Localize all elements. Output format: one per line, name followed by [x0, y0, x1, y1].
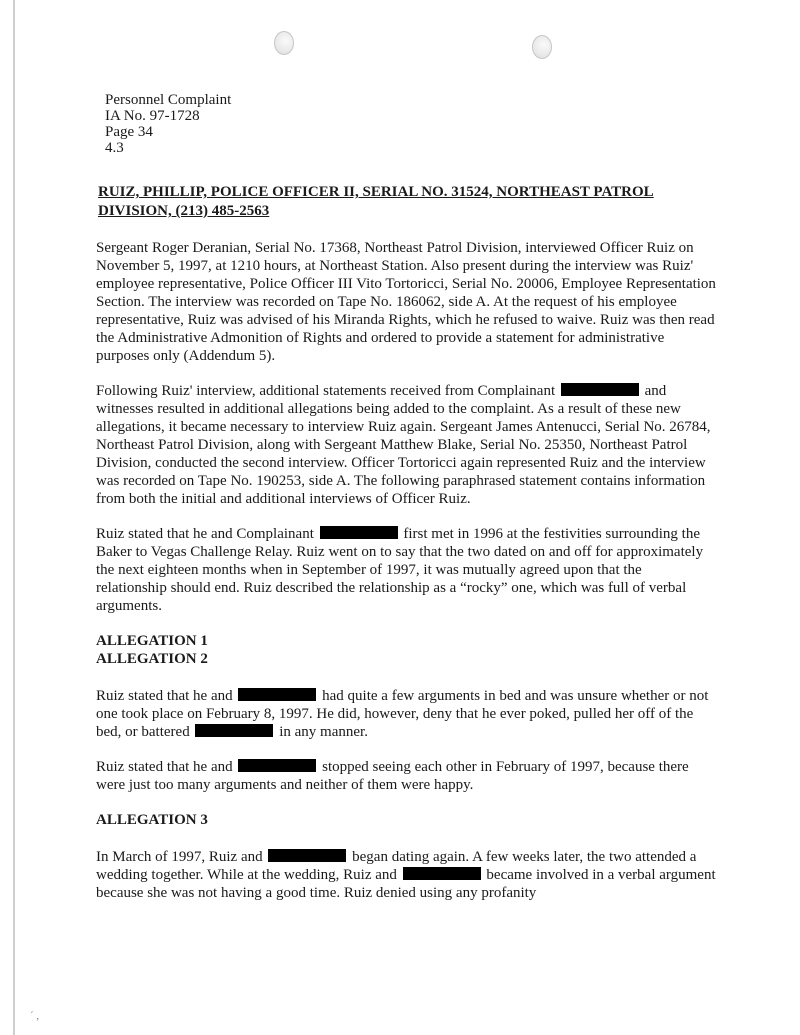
text-segment: Following Ruiz' interview, additional statements received from Complainant	[96, 383, 556, 399]
redaction-bar	[268, 849, 346, 862]
redaction-bar	[238, 688, 316, 701]
page-edge-line	[13, 0, 15, 1035]
redaction-bar	[403, 867, 481, 880]
redaction-bar	[238, 759, 316, 772]
header-title: Personnel Complaint	[105, 92, 232, 108]
allegation-heading-group	[96, 811, 716, 829]
allegation-heading-group	[96, 632, 716, 668]
text-segment: had quite a few arguments in bed and was unsure whether or not one took place on February 8, 1997. He did, however, deny that he ever poked, pulled her off of the bed, or battered	[96, 688, 709, 740]
text-segment: Ruiz stated that he and	[96, 759, 233, 775]
document-body	[96, 183, 716, 919]
text-segment: first met in 1996 at the festivities surrounding the Baker to Vegas Challenge Relay. Ruiz went on to say that the two dated on and off for approximately the next eighteen months when in September of 1997, it was mutually agreed upon that the relationship should end. Ruiz described the relationship as a “rocky” one, which was full of verbal arguments.	[96, 526, 704, 614]
text-segment: Ruiz stated that he and Complainant	[96, 526, 314, 542]
subject-heading: RUIZ, PHILLIP, POLICE OFFICER II, SERIAL NO. 31524, NORTHEAST PATROL DIVISION, (213) 485-2563	[98, 184, 654, 219]
redaction-bar	[561, 383, 639, 396]
punch-hole-left	[274, 31, 294, 55]
allegation-3-heading: ALLEGATION 3	[96, 812, 208, 828]
paragraph-wedding	[96, 848, 716, 902]
punch-hole-right	[532, 35, 552, 59]
text-segment: became involved in a verbal argument because she was not having a good time. Ruiz denied using any profanity	[96, 867, 716, 901]
stray-mark: ´ ,	[30, 1010, 40, 1022]
header-ia-number: IA No. 97-1728	[105, 108, 200, 124]
paragraph-stopped-seeing	[96, 758, 716, 794]
text-segment: Ruiz stated that he and	[96, 688, 233, 704]
text-segment: began dating again. A few weeks later, the two attended a wedding together. While at the wedding, Ruiz and	[96, 849, 697, 883]
paragraph-interview-details: Sergeant Roger Deranian, Serial No. 17368, Northeast Patrol Division, interviewed Officer Ruiz on November 5, 1997, at 1210 hours, at Northeast Station. Also present during the interview was Ruiz' employee representative, Police Officer III Vito Tortoricci, Serial No. 20006, Employee Representation Section. The interview was recorded on Tape No. 186062, side A. At the request of his employee representative, Ruiz was advised of his Miranda Rights, which he refused to waive. Ruiz was then read the Administrative Admonition of Rights and ordered to provide a statement for administrative purposes only (Addendum 5).	[96, 240, 716, 364]
text-segment: in any manner.	[279, 724, 368, 740]
paragraph-arguments-in-bed	[96, 687, 716, 741]
paragraph-relationship	[96, 525, 716, 615]
header-page-number: Page 34	[105, 124, 153, 140]
document-header	[105, 92, 231, 156]
text-segment: stopped seeing each other in February of 1997, because there were just too many arguments and neither of them were happy.	[96, 759, 689, 793]
allegation-1-heading: ALLEGATION 1	[96, 633, 208, 649]
allegation-2-heading: ALLEGATION 2	[96, 651, 208, 667]
text-segment: In March of 1997, Ruiz and	[96, 849, 263, 865]
header-section-number: 4.3	[105, 140, 124, 156]
text-segment: and witnesses resulted in additional allegations being added to the complaint. As a result of these new allegations, it became necessary to interview Ruiz again. Sergeant James Antenucci, Serial No. 26784, Northeast Patrol Division, along with Sergeant Matthew Blake, Serial No. 25350, Northeast Patrol Division, conducted the second interview. Officer Tortoricci again represented Ruiz and the interview was recorded on Tape No. 190253, side A. The following paraphrased statement contains information from both the initial and additional interviews of Officer Ruiz.	[96, 383, 711, 507]
paragraph-second-interview	[96, 382, 716, 508]
redaction-bar	[195, 724, 273, 737]
redaction-bar	[320, 526, 398, 539]
